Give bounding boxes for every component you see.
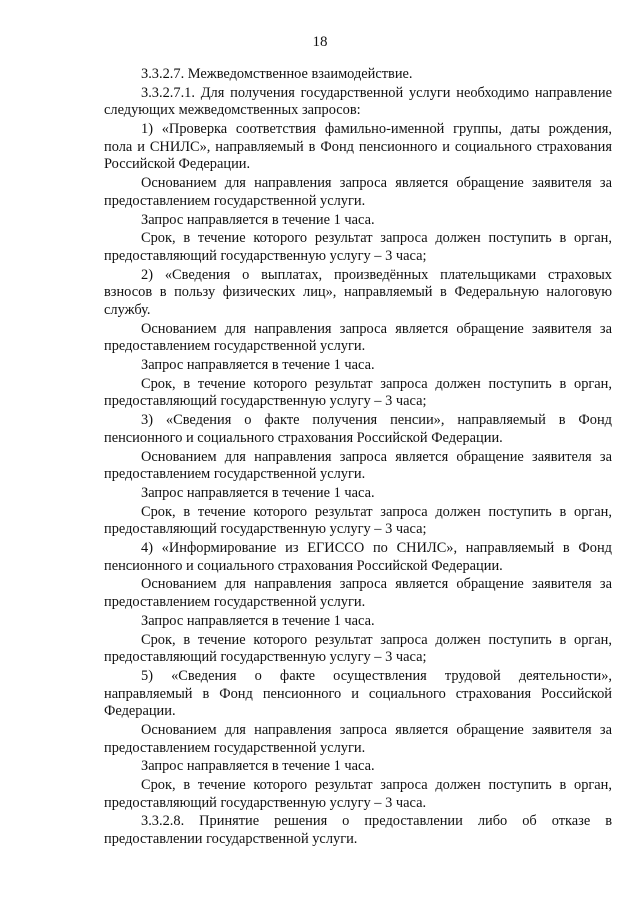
request-3-title: 3) «Сведения о факте получения пенсии», направляемый в Фонд пенсионного и социального страхования Российской Федерации. — [104, 412, 612, 446]
request-1-deadline: Срок, в течение которого результат запроса должен поступить в орган, предоставляющий государственную услугу – 3 часа; — [104, 230, 612, 264]
paragraph-3-3-2-7-1: 3.3.2.7.1. Для получения государственной услуги необходимо направление следующих межведомственных запросов: — [104, 84, 612, 119]
request-4-basis: Основанием для направления запроса является обращение заявителя за предоставлением государственной услуги. — [104, 576, 612, 611]
section-heading-3-3-2-7: 3.3.2.7. Межведомственное взаимодействие. — [141, 66, 413, 82]
request-4-send-time: Запрос направляется в течение 1 часа. — [141, 612, 375, 629]
request-2-basis: Основанием для направления запроса является обращение заявителя за предоставлением государственной услуги. — [104, 320, 612, 355]
document-body — [104, 66, 612, 850]
request-3-deadline: Срок, в течение которого результат запроса должен поступить в орган, предоставляющий государственную услугу – 3 часа; — [104, 503, 612, 538]
request-2-title: 2) «Сведения о выплатах, произведённых плательщиками страховых взносов в пользу физических лиц», направляемый в Федеральную налоговую службу. — [104, 266, 612, 318]
request-5-basis: Основанием для направления запроса является обращение заявителя за предоставлением государственной услуги. — [104, 721, 612, 756]
request-2-deadline: Срок, в течение которого результат запроса должен поступить в орган, предоставляющий государственную услугу – 3 часа; — [104, 375, 612, 410]
request-5-send-time: Запрос направляется в течение 1 часа. — [141, 758, 375, 775]
request-3-send-time: Запрос направляется в течение 1 часа. — [141, 484, 375, 501]
request-4-deadline: Срок, в течение которого результат запроса должен поступить в орган, предоставляющий государственную услугу – 3 часа; — [104, 631, 612, 666]
request-5-deadline: Срок, в течение которого результат запроса должен поступить в орган, предоставляющий государственную услугу – 3 часа. — [104, 777, 612, 811]
request-1-basis: Основанием для направления запроса является обращение заявителя за предоставлением государственной услуги. — [104, 175, 612, 209]
section-heading-3-3-2-8: 3.3.2.8. Принятие решения о предоставлении либо об отказе в предоставлении государственной услуги. — [104, 813, 612, 848]
request-3-basis: Основанием для направления запроса является обращение заявителя за предоставлением государственной услуги. — [104, 448, 612, 483]
page-number: 18 — [312, 34, 328, 50]
request-1-send-time: Запрос направляется в течение 1 часа. — [141, 211, 375, 228]
request-2-send-time: Запрос направляется в течение 1 часа. — [141, 357, 375, 373]
request-4-title: 4) «Информирование из ЕГИССО по СНИЛС», направляемый в Фонд пенсионного и социального страхования Российской Федерации. — [104, 540, 612, 574]
request-1-title: 1) «Проверка соответствия фамильно-именной группы, даты рождения, пола и СНИЛС», направляемый в Фонд пенсионного и социального страхования Российской Федерации. — [104, 121, 612, 173]
request-5-title: 5) «Сведения о факте осуществления трудовой деятельности», направляемый в Фонд пенсионного и социального страхования Российской Федерации. — [104, 667, 612, 720]
